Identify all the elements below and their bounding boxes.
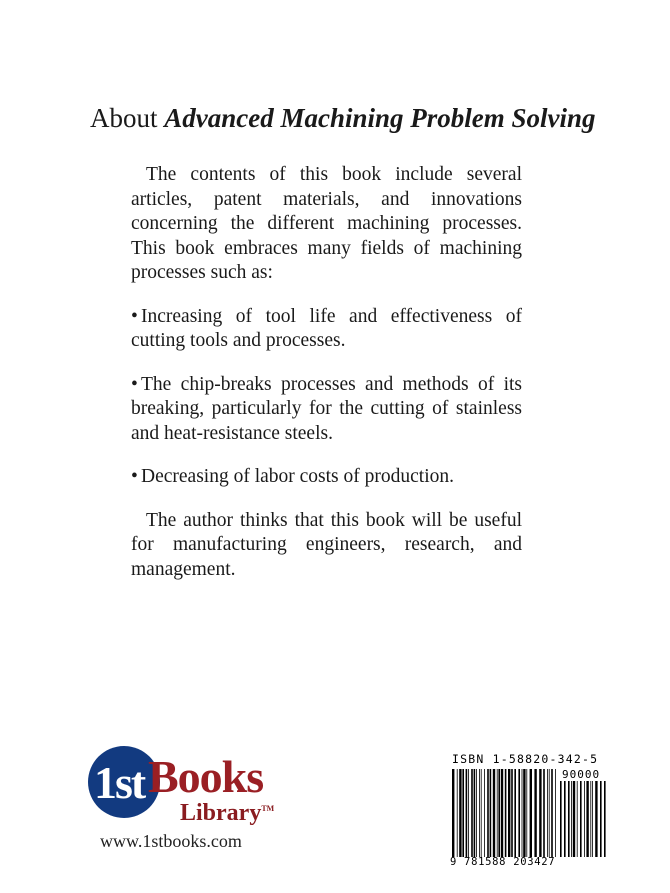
book-title: Advanced Machining Problem Solving — [164, 103, 596, 133]
logo-books-text: Books — [148, 751, 264, 802]
ean-barcode-icon — [452, 769, 556, 857]
publisher-website: www.1stbooks.com — [100, 831, 242, 851]
bullet-item — [131, 305, 522, 354]
logo-number: 1st — [94, 757, 145, 808]
page-title — [90, 100, 650, 136]
intro-paragraph: The contents of this book include several articles, patent materials, and innovations concerning the different machining processes. This book embraces many fields of machining processes such as: — [131, 164, 522, 283]
bullet-icon: • — [131, 466, 138, 487]
bullet-icon: • — [131, 373, 138, 395]
logo-library-word: Library — [180, 800, 262, 826]
publisher-logo — [84, 746, 284, 826]
title-prefix: About — [90, 103, 165, 133]
bullet-item — [131, 373, 522, 447]
logo-library-text — [180, 796, 274, 826]
bullet-text: Increasing of tool life and effectiveness of cutting tools and processes. — [131, 305, 522, 351]
isbn-label: ISBN 1-58820-342-5 — [452, 752, 599, 766]
bullet-icon: • — [131, 305, 138, 327]
bullet-text: Decreasing of labor costs of production. — [141, 466, 454, 487]
isbn-barcode-block — [450, 752, 610, 870]
ean-digits: 9 781588 203427 — [450, 856, 556, 868]
bullet-item — [131, 465, 522, 490]
closing-paragraph: The author thinks that this book will be useful for manufacturing engineers, research, and management. — [131, 509, 522, 580]
price-barcode-icon — [560, 781, 608, 857]
bullet-text: The chip-breaks processes and methods of its breaking, particularly for the cutting of stainless and heat-resistance steels. — [131, 373, 522, 444]
trademark-mark: TM — [261, 804, 275, 813]
description-block — [131, 163, 522, 582]
price-code: 90000 — [562, 768, 601, 781]
